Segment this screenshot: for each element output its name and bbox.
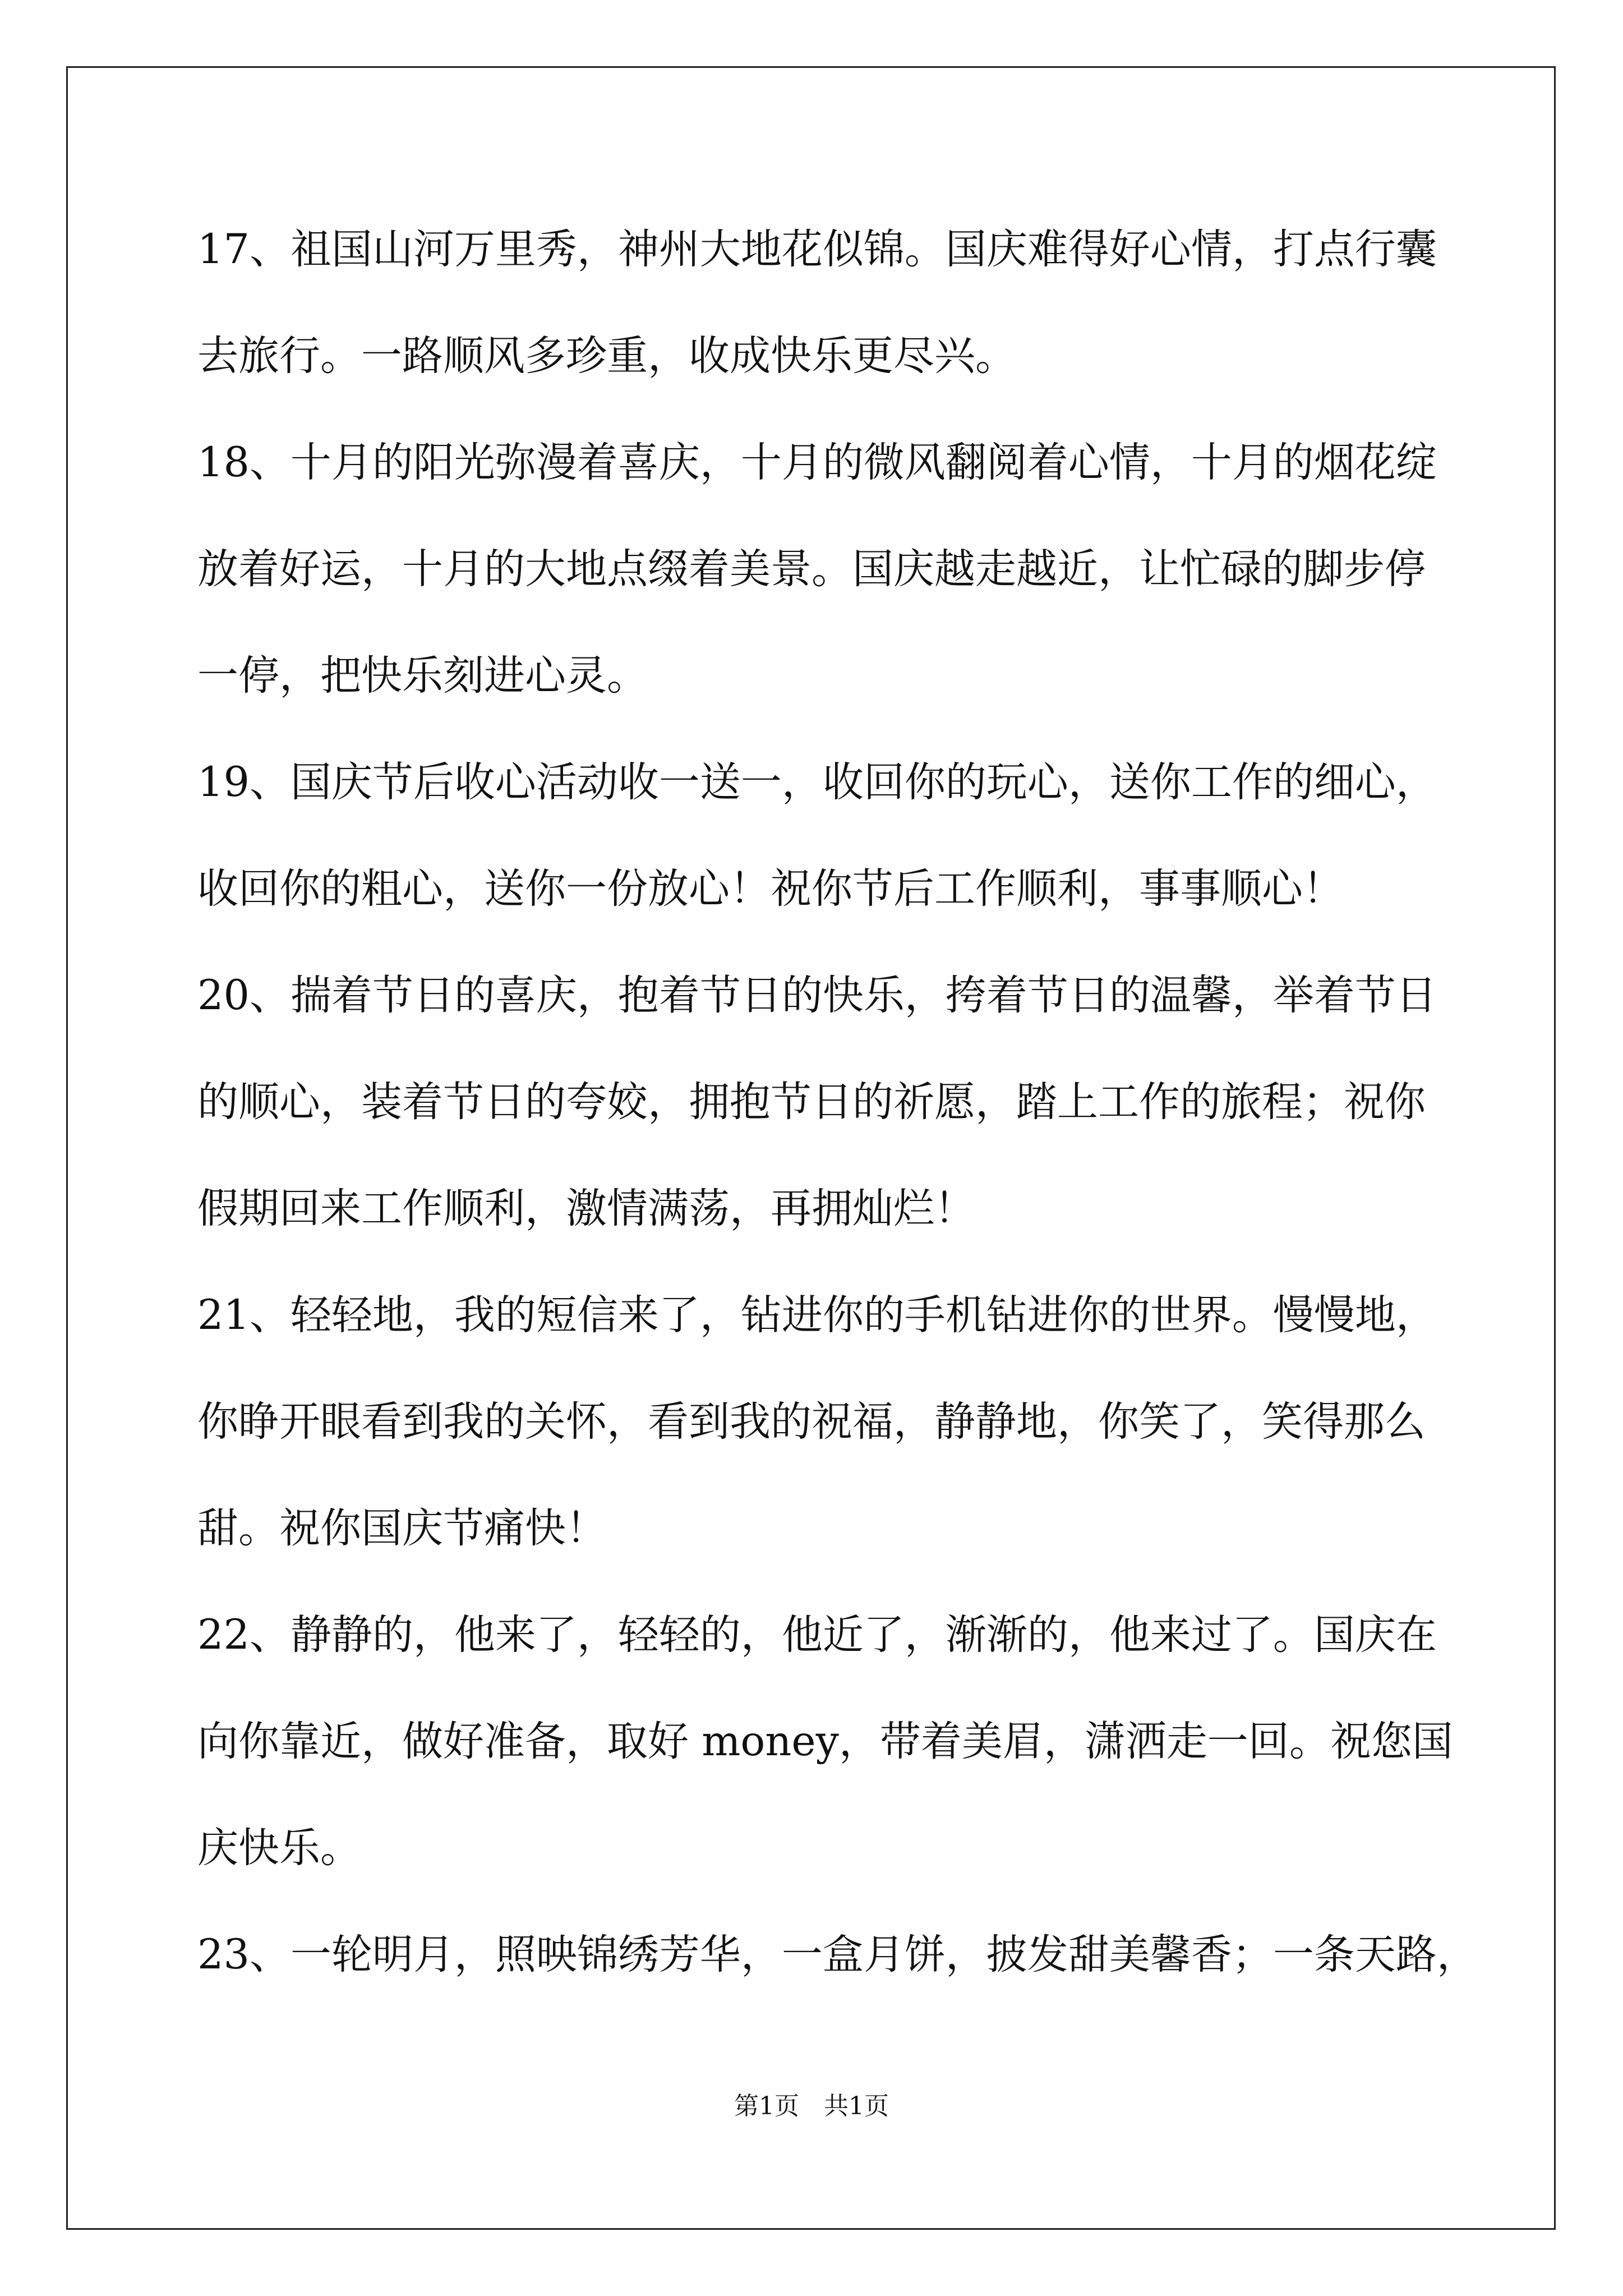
text-line: 甜。祝你国庆节痛快！ bbox=[197, 1504, 607, 1552]
text-line: 庆快乐。 bbox=[197, 1824, 361, 1872]
text-line: 20、揣着节日的喜庆，抱着节日的快乐，挎着节日的温馨，举着节日 bbox=[197, 972, 1437, 1019]
text-line: 17、祖国山河万里秀，神州大地花似锦。国庆难得好心情，打点行囊 bbox=[197, 226, 1437, 273]
text-line: 19、国庆节后收心活动收一送一，收回你的玩心，送你工作的细心， bbox=[197, 758, 1437, 806]
text-line: 向你靠近，做好准备，取好 money，带着美眉，潇洒走一回。祝您国 bbox=[197, 1718, 1453, 1765]
page-number-footer: 第1页 共1页 bbox=[734, 2092, 889, 2120]
text-line: 收回你的粗心，送你一份放心！祝你节后工作顺利，事事顺心！ bbox=[197, 865, 1344, 913]
text-line: 的顺心，装着节日的夸姣，拥抱节日的祈愿，踏上工作的旅程；祝你 bbox=[197, 1078, 1426, 1126]
text-line: 23、一轮明月，照映锦绣芳华，一盒月饼，披发甜美馨香；一条天路， bbox=[197, 1931, 1478, 1978]
text-line: 18、十月的阳光弥漫着喜庆，十月的微风翻阅着心情，十月的烟花绽 bbox=[197, 439, 1437, 486]
text-line: 一停，把快乐刻进心灵。 bbox=[197, 652, 648, 700]
text-line: 你睁开眼看到我的关怀，看到我的祝福，静静地，你笑了，笑得那么 bbox=[197, 1398, 1426, 1446]
document-body bbox=[197, 219, 1478, 2031]
text-line: 22、静静的，他来了，轻轻的，他近了，渐渐的，他来过了。国庆在 bbox=[197, 1611, 1437, 1659]
text-line: 假期回来工作顺利，激情满荡，再拥灿烂！ bbox=[197, 1185, 975, 1232]
text-line: 去旅行。一路顺风多珍重，收成快乐更尽兴。 bbox=[197, 332, 1016, 380]
text-line: 放着好运，十月的大地点缀着美景。国庆越走越近，让忙碌的脚步停 bbox=[197, 545, 1426, 593]
text-line: 21、轻轻地，我的短信来了，钻进你的手机钻进你的世界。慢慢地， bbox=[197, 1291, 1437, 1339]
